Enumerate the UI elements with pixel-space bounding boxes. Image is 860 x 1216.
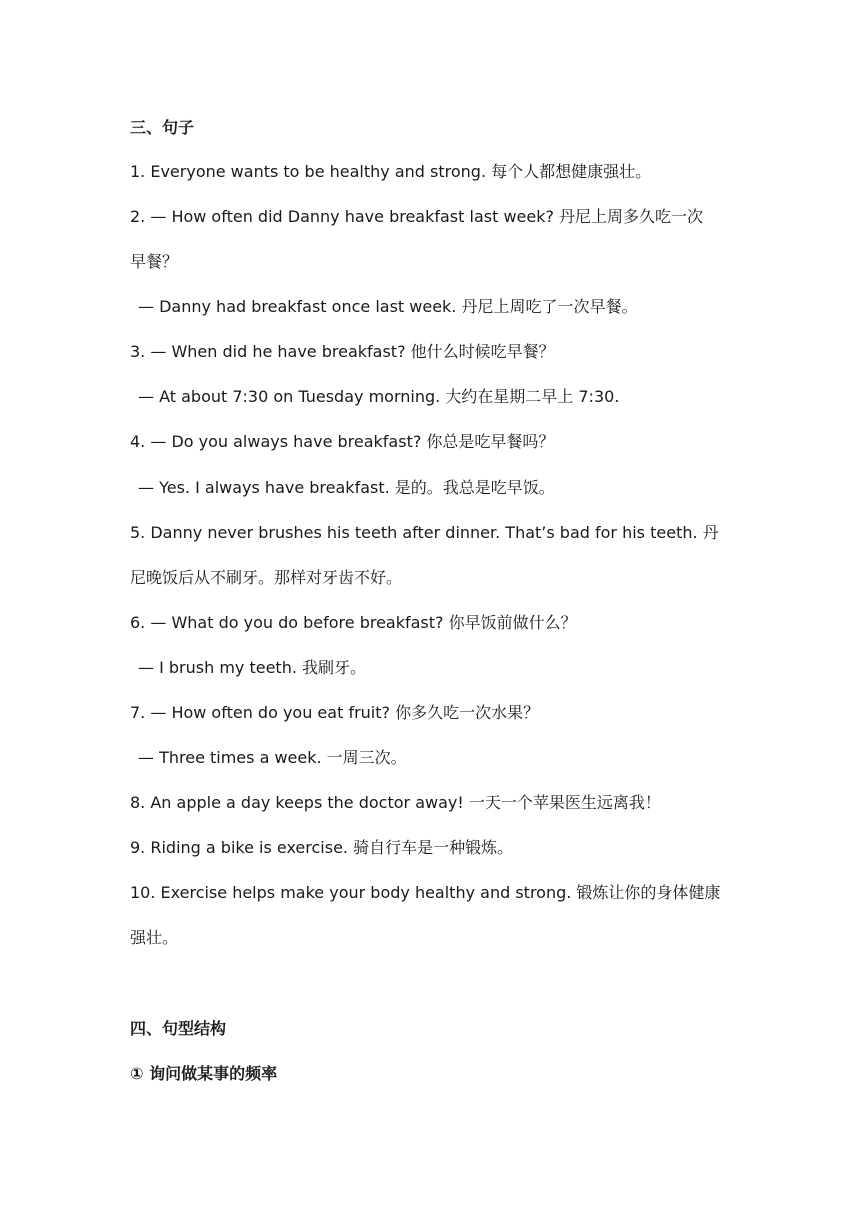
sentence-line: 6. — What do you do before breakfast? 你早饭前做什么？ xyxy=(130,613,577,632)
sentence-line: 8. An apple a day keeps the doctor away! 一天一个苹果医生远离我！ xyxy=(130,793,661,812)
sentence-line: 强壮。 xyxy=(130,928,179,947)
sentence-line: — Danny had breakfast once last week. 丹尼上周吃了一次早餐。 xyxy=(138,297,638,316)
sentence-line: 5. Danny never brushes his teeth after dinner. That’s bad for his teeth. 丹 xyxy=(130,523,719,542)
sentence-line: 3. — When did he have breakfast? 他什么时候吃早餐？ xyxy=(130,342,555,361)
section-heading-sentence-structure: 四、句型结构 xyxy=(130,1019,227,1038)
sentence-line: — I brush my teeth. 我刷牙。 xyxy=(138,658,367,677)
subheading-frequency: ① 询问做某事的频率 xyxy=(130,1064,278,1083)
section-heading-sentences: 三、句子 xyxy=(130,118,195,137)
sentence-line: 尼晚饭后从不刷牙。那样对牙齿不好。 xyxy=(130,568,403,587)
sentence-line: 1. Everyone wants to be healthy and strong. 每个人都想健康强壮。 xyxy=(130,162,652,181)
sentence-line: 早餐？ xyxy=(130,252,179,271)
sentence-line: — Three times a week. 一周三次。 xyxy=(138,748,407,767)
sentence-line: 2. — How often did Danny have breakfast last week? 丹尼上周多久吃一次 xyxy=(130,207,704,226)
sentence-line: — At about 7:30 on Tuesday morning. 大约在星期二早上 7:30. xyxy=(138,387,620,406)
sentence-line: 10. Exercise helps make your body healthy and strong. 锻炼让你的身体健康 xyxy=(130,883,721,902)
sentence-line: 7. — How often do you eat fruit? 你多久吃一次水果？ xyxy=(130,703,540,722)
sentence-line: 9. Riding a bike is exercise. 骑自行车是一种锻炼。 xyxy=(130,838,514,857)
sentence-line: 4. — Do you always have breakfast? 你总是吃早餐吗？ xyxy=(130,432,555,451)
sentence-line: — Yes. I always have breakfast. 是的。我总是吃早饭。 xyxy=(138,478,555,497)
